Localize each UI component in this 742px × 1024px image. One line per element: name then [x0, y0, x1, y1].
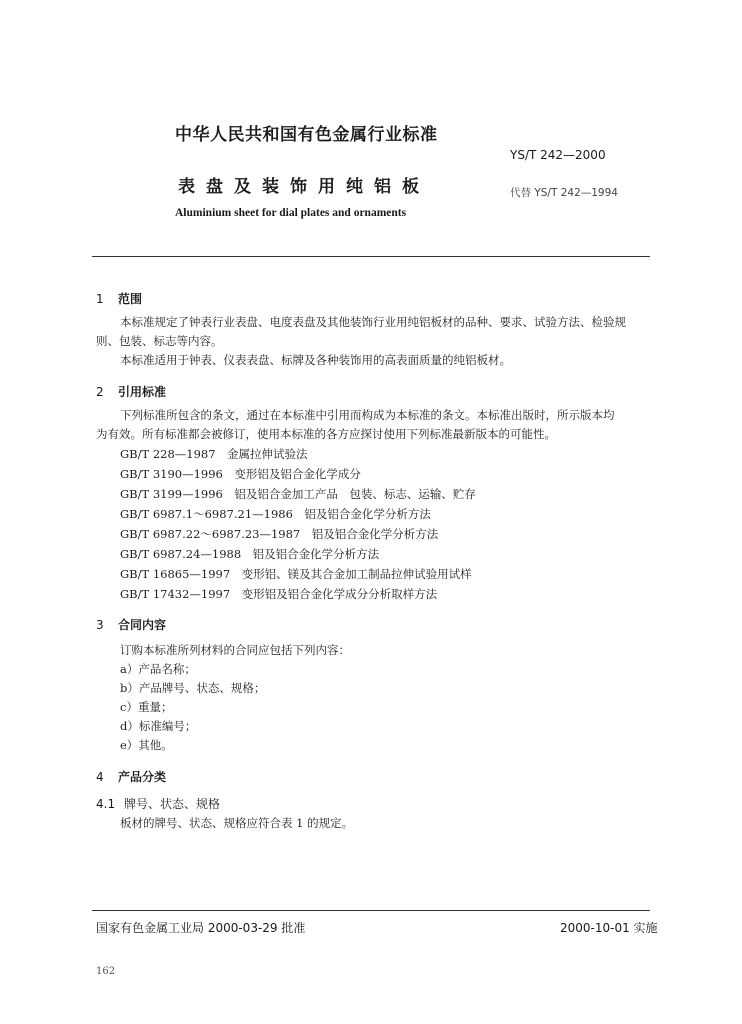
section-1-para-1a: 本标准规定了钟表行业表盘、电度表盘及其他装饰行业用纯铝板材的品种、要求、试验方法、检验规	[120, 315, 626, 329]
section-4-number: 4	[96, 770, 104, 784]
section-1-para-2: 本标准适用于钟表、仪表表盘、标牌及各种装饰用的高表面质量的纯铝板材。	[120, 353, 511, 367]
subsection-4-1-text: 板材的牌号、状态、规格应符合表 1 的规定。	[120, 816, 354, 830]
contract-item: c）重量；	[120, 700, 173, 714]
section-1-para-1b: 则、包装、标志等内容。	[96, 334, 223, 348]
ref-item: GB/T 3190—1996 变形铝及铝合金化学成分	[120, 467, 361, 481]
ref-item: GB/T 6987.22～6987.23—1987 铝及铝合金化学分析方法	[120, 527, 439, 541]
document-title-en: Aluminium sheet for dial plates and ornaments	[175, 207, 407, 219]
approval-info: 国家有色金属工业局 2000-03-29 批准	[96, 921, 306, 935]
section-4-title: 产品分类	[118, 770, 167, 784]
standard-org-title: 中华人民共和国有色金属行业标准	[175, 125, 438, 145]
section-2-para-1b: 为有效。所有标准都会被修订，使用本标准的各方应探讨使用下列标准最新版本的可能性。	[96, 427, 556, 441]
section-2-heading	[96, 383, 166, 400]
section-1-number: 1	[96, 292, 104, 306]
ref-item: GB/T 228—1987 金属拉伸试验法	[120, 447, 308, 461]
ref-item: GB/T 17432—1997 变形铝及铝合金化学成分分析取样方法	[120, 587, 438, 601]
contract-item: b）产品牌号、状态、规格；	[120, 681, 266, 695]
contract-item: d）标准编号；	[120, 719, 197, 733]
replaces-standard: 代替 YS/T 242—1994	[510, 187, 618, 199]
ref-item: GB/T 3199—1996 铝及铝合金加工产品 包装、标志、运输、贮存	[120, 487, 476, 501]
subsection-4-1-number: 4.1	[96, 797, 116, 811]
ref-item: GB/T 6987.1～6987.21—1986 铝及铝合金化学分析方法	[120, 507, 431, 521]
subsection-4-1-title: 牌号、状态、规格	[124, 797, 221, 811]
section-2-title: 引用标准	[118, 385, 167, 399]
ref-item: GB/T 16865—1997 变形铝、镁及其合金加工制品拉伸试验用试样	[120, 567, 472, 581]
ref-item: GB/T 6987.24—1988 铝及铝合金化学分析方法	[120, 547, 380, 561]
section-3-intro: 订购本标准所列材料的合同应包括下列内容：	[120, 643, 350, 657]
section-4-heading	[96, 768, 166, 785]
section-3-title: 合同内容	[118, 618, 167, 632]
section-2-number: 2	[96, 385, 104, 399]
section-3-heading	[96, 616, 166, 633]
footer-divider	[92, 910, 650, 911]
standard-code: YS/T 242—2000	[510, 148, 606, 162]
page-number: 162	[96, 966, 116, 977]
header-divider	[92, 256, 650, 257]
section-2-para-1a: 下列标准所包含的条文，通过在本标准中引用而构成为本标准的条文。本标准出版时，所示版本均	[120, 408, 615, 422]
document-title-cn: 表盘及装饰用纯铝板	[178, 177, 430, 197]
contract-item: e）其他。	[120, 738, 173, 752]
section-1-heading	[96, 290, 142, 307]
section-1-title: 范围	[118, 292, 143, 306]
section-3-number: 3	[96, 618, 104, 632]
contract-item: a）产品名称；	[120, 662, 196, 676]
subsection-4-1-heading	[96, 795, 220, 812]
implementation-date: 2000-10-01 实施	[560, 921, 658, 935]
